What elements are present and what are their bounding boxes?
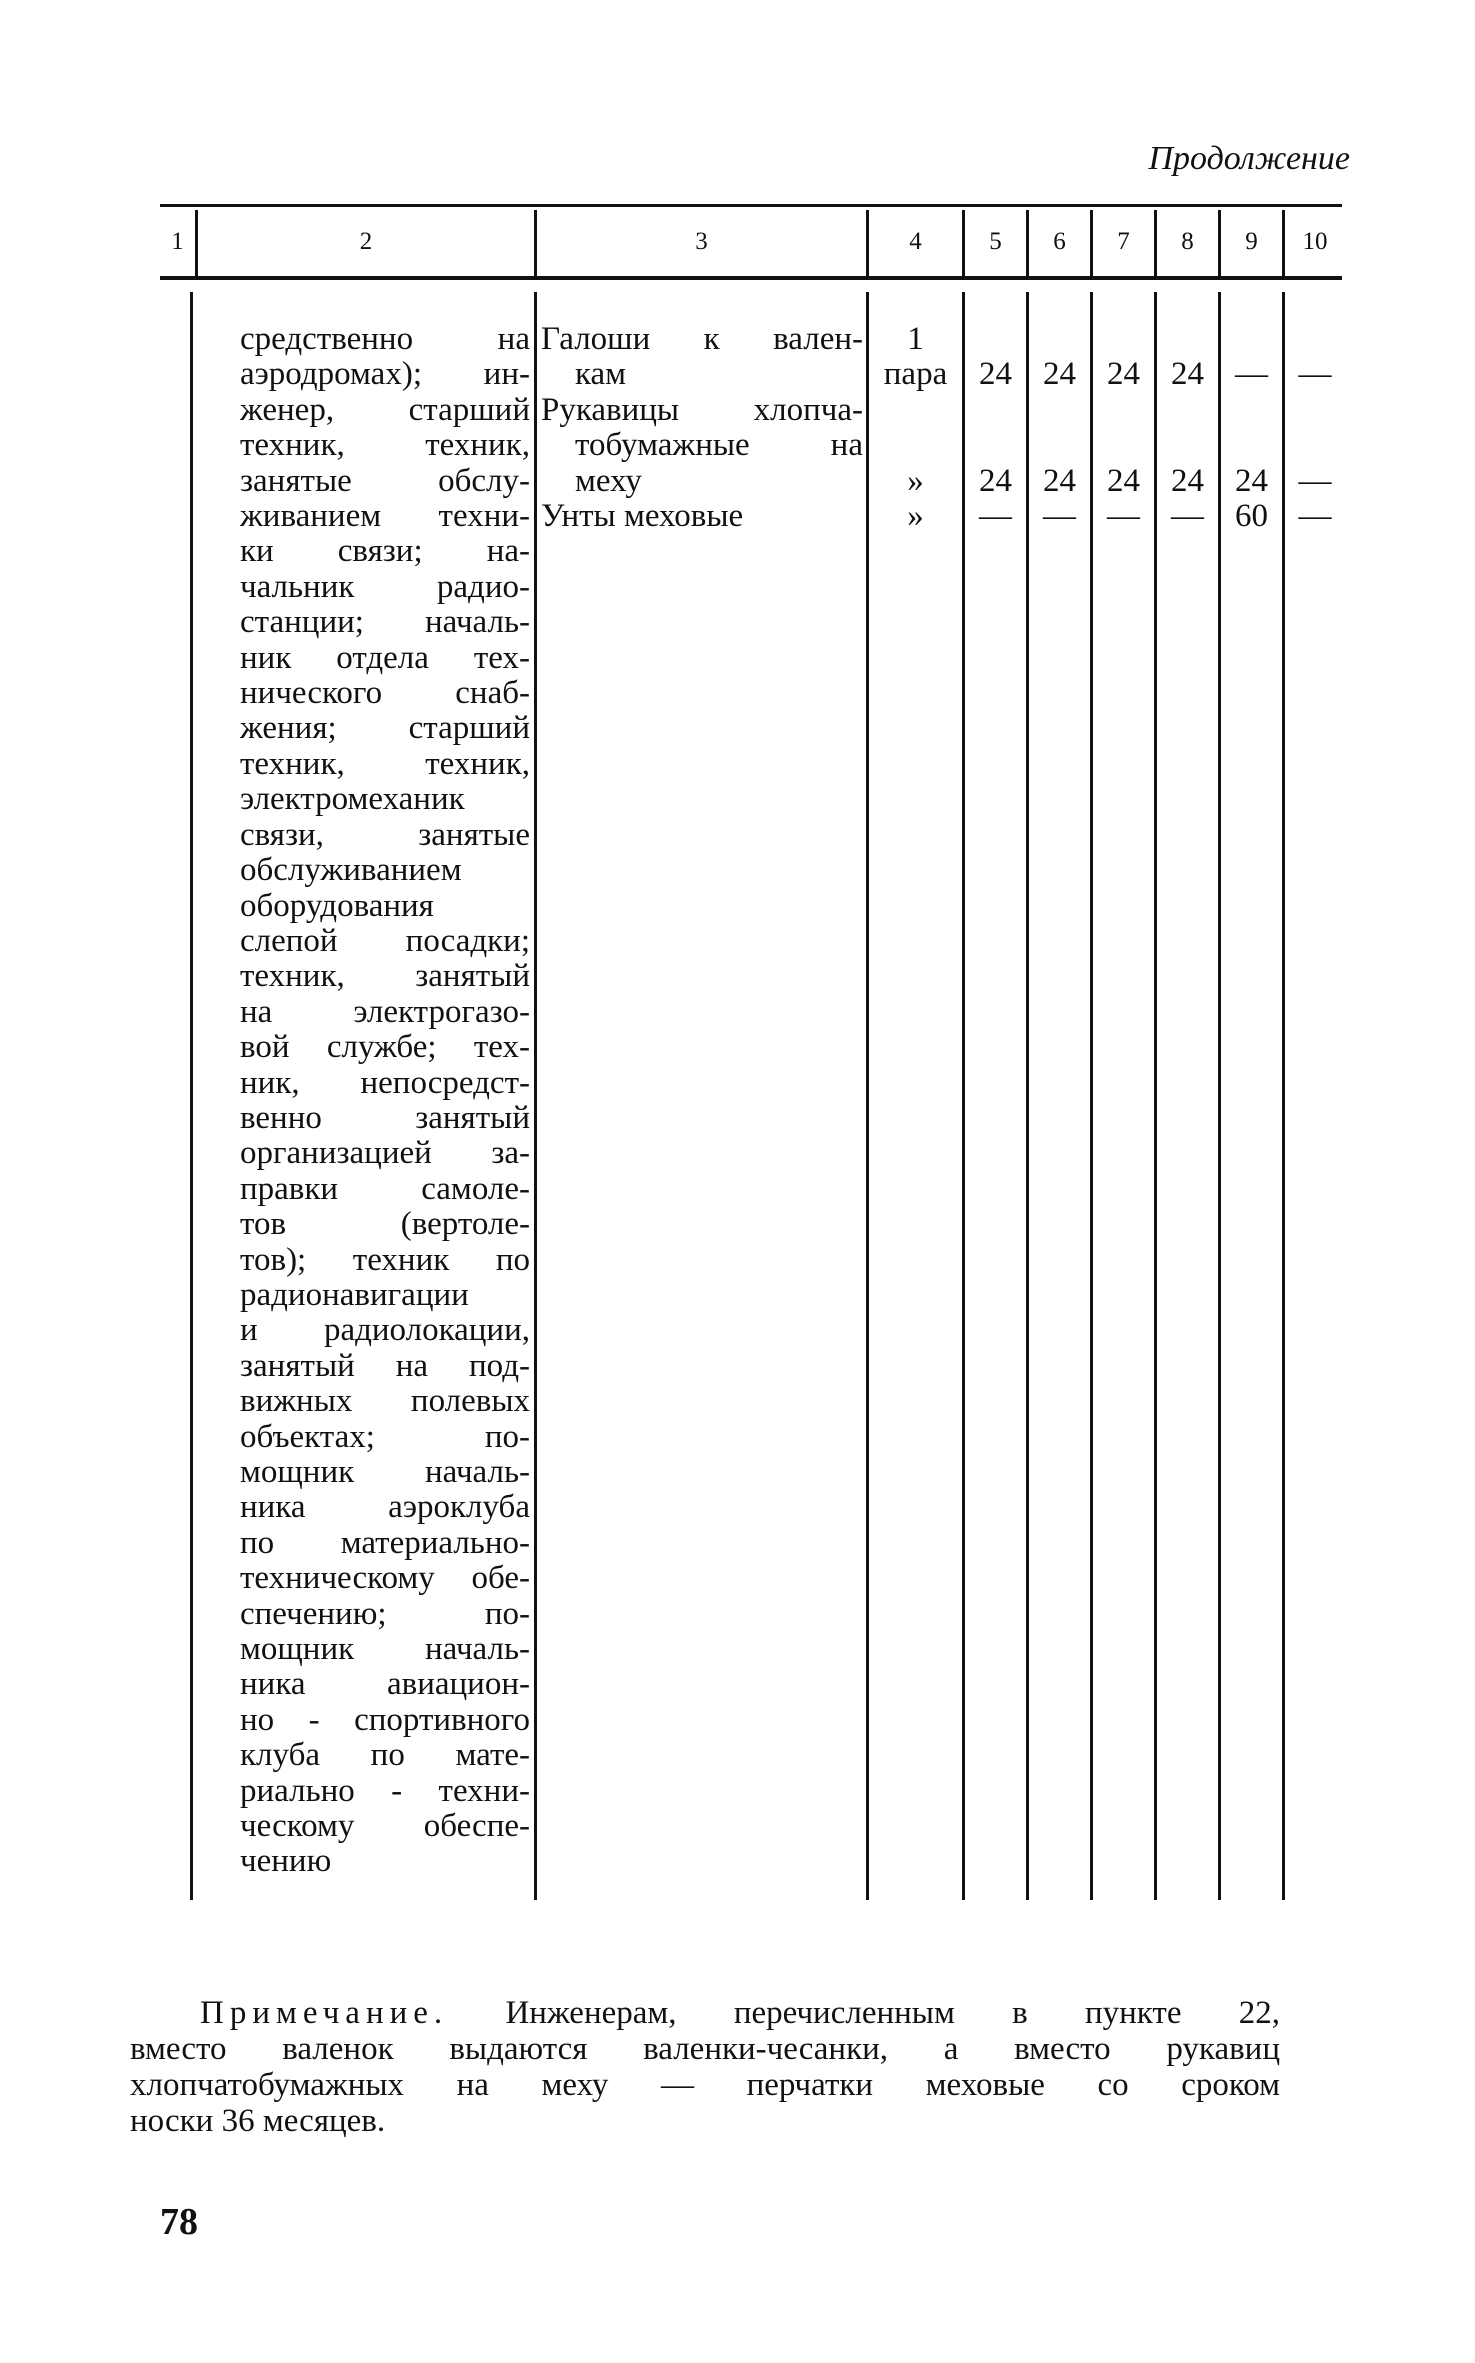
body-divider — [190, 292, 193, 1900]
value-cell: 24 — [1171, 463, 1204, 499]
value-cell: 24 — [1235, 463, 1268, 499]
description-line: ника аэроклуба — [240, 1489, 530, 1526]
description-line: чальник радио- — [240, 568, 530, 605]
description-line: ческому обеспе- — [240, 1808, 530, 1845]
body-divider — [534, 292, 537, 1900]
description-line: на электрогазо- — [240, 993, 530, 1030]
item-line: Галоши к вален- — [541, 321, 863, 357]
table-top-rule — [160, 204, 1342, 207]
col-header-3: 3 — [695, 228, 708, 255]
description-line: техник, техник, — [240, 745, 530, 782]
col-header-7: 7 — [1117, 228, 1130, 255]
value-cell: 24 — [979, 356, 1012, 392]
col-header-2: 2 — [359, 228, 373, 255]
col-header-10: 10 — [1302, 228, 1328, 255]
page-number: 78 — [160, 2201, 198, 2243]
item-line: кам — [575, 356, 627, 393]
description-line: ник отдела тех- — [240, 639, 530, 676]
description-line: венно занятый — [240, 1099, 530, 1136]
description-line: занятый на под- — [240, 1347, 530, 1384]
value-cell: 24 — [979, 463, 1012, 499]
description-line: мощник началь- — [240, 1454, 530, 1490]
value-cell: 24 — [1043, 463, 1076, 499]
description-line: вижных полевых — [240, 1383, 530, 1420]
item-fur-boots — [541, 499, 863, 534]
col-header-4: 4 — [909, 228, 922, 255]
unit-line: пара — [883, 356, 948, 393]
value-cell: — — [1298, 498, 1332, 534]
description-line: по материально- — [240, 1524, 530, 1561]
value-cell: 24 — [1107, 356, 1140, 392]
col-header-6: 6 — [1053, 228, 1066, 255]
value-cell: — — [1171, 498, 1204, 534]
item-line: Рукавицы хлопча- — [541, 392, 863, 428]
description-line: связи, занятые — [240, 816, 530, 853]
value-cell: — — [1298, 356, 1332, 392]
unit-cell — [869, 322, 962, 393]
description-line: женер, старший — [240, 391, 530, 428]
description-line: нического снаб- — [240, 675, 530, 712]
value-cell: 60 — [1235, 498, 1268, 534]
value-cell: — — [1043, 498, 1076, 534]
footnote-text: Инженерам, перечисленным в пункте 22, — [505, 1995, 1281, 2031]
description-line: занятые обслу- — [240, 462, 530, 499]
description-line: техник, техник, — [240, 427, 530, 464]
description-line: средственно на — [240, 321, 530, 357]
description-line: ника авиацион- — [240, 1666, 530, 1703]
value-cell: — — [1107, 498, 1140, 534]
unit-cell: » — [907, 463, 924, 499]
description-line: объектах; по- — [240, 1418, 530, 1455]
footnote-line — [200, 1995, 1280, 2031]
footnote-label: Примечание. — [200, 1995, 449, 2031]
description-line: радионавигации — [240, 1276, 469, 1313]
value-cell: 24 — [1043, 356, 1076, 392]
item-line: тобумажные на — [575, 427, 863, 464]
description-line: клуба по мате- — [240, 1737, 530, 1774]
footnote-line: носки 36 месяцев. — [130, 2103, 386, 2139]
description-line: электромеханик — [240, 781, 465, 818]
col-header-1: 1 — [171, 228, 184, 255]
footnote-line: вместо валенок выдаются валенки-чесанки, а вместо рукавиц — [130, 2031, 1280, 2067]
item-line: меху — [575, 462, 642, 499]
description-line: живанием техни- — [240, 498, 530, 535]
description-line: оборудования — [240, 887, 434, 924]
item-galoshes — [541, 322, 863, 393]
description-line: ник, непосредст- — [240, 1064, 530, 1101]
col-header-5: 5 — [989, 228, 1002, 255]
table-header-rule — [160, 276, 1342, 280]
item-mittens — [541, 393, 863, 499]
description-line: тов); техник по — [240, 1241, 530, 1278]
description-line: правки самоле- — [240, 1170, 530, 1207]
unit-line: 1 — [907, 321, 924, 357]
description-line: вой службе; тех- — [240, 1029, 530, 1066]
description-line: аэродромах); ин- — [240, 356, 530, 393]
description-line: риально - техни- — [240, 1772, 530, 1809]
col-header-9: 9 — [1245, 228, 1258, 255]
description-line: жения; старший — [240, 710, 530, 747]
description-line: станции; началь- — [240, 604, 530, 641]
position-description — [240, 322, 530, 1880]
item-line: Унты меховые — [541, 498, 744, 534]
description-line: чению — [240, 1843, 332, 1880]
footnote-line: хлопчатобумажных на меху — перчатки меховые со сроком — [130, 2067, 1280, 2103]
description-line: техническому обе- — [240, 1560, 530, 1597]
description-line: обслуживанием — [240, 852, 462, 889]
value-cell: — — [1235, 356, 1268, 392]
description-line: тов (вертоле- — [240, 1206, 530, 1243]
col-header-8: 8 — [1181, 228, 1194, 255]
unit-cell: » — [907, 498, 924, 534]
description-line: слепой посадки; — [240, 922, 530, 959]
description-line: спечению; по- — [240, 1595, 530, 1632]
value-cell: — — [1298, 463, 1332, 499]
footnote — [130, 1995, 1281, 2139]
value-cell: 24 — [1171, 356, 1204, 392]
continuation-label: Продолжение — [1148, 140, 1350, 177]
value-cell: — — [979, 498, 1012, 534]
description-line: организацией за- — [240, 1135, 530, 1172]
description-line: техник, занятый — [240, 958, 530, 995]
description-line: мощник началь- — [240, 1631, 530, 1668]
description-line: и радиолокации, — [240, 1312, 530, 1349]
description-line: ки связи; на- — [240, 533, 530, 570]
description-line: но - спортивного — [240, 1701, 530, 1738]
value-cell: 24 — [1107, 463, 1140, 499]
